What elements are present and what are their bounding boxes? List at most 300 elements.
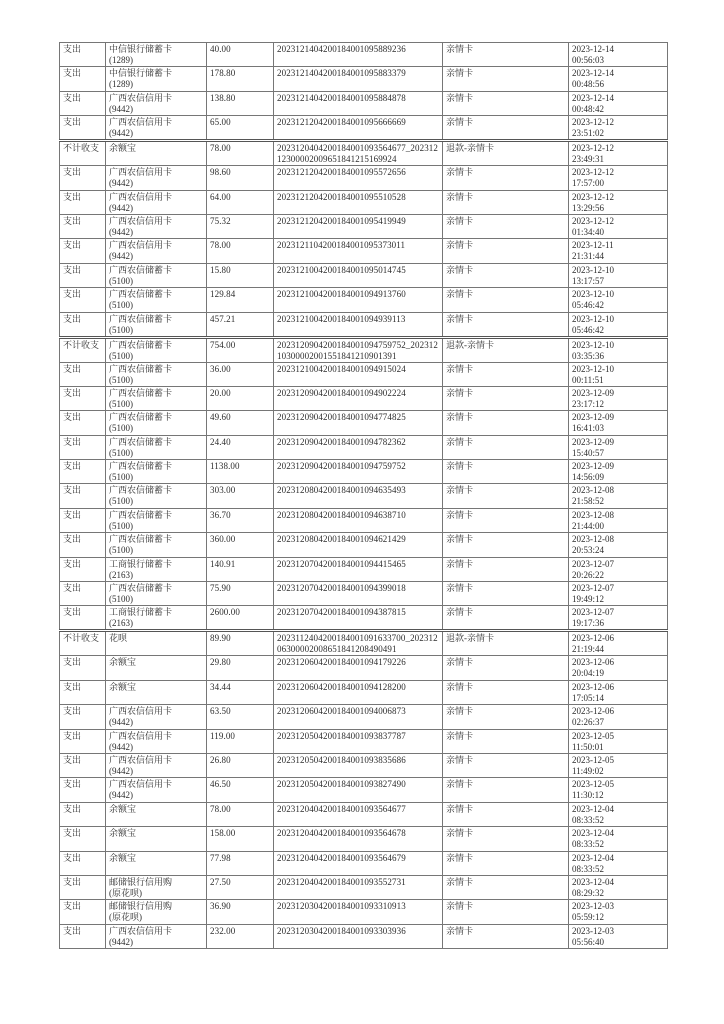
amount-cell: 36.70 bbox=[207, 508, 274, 532]
transaction-id-cell: 2023120804200184001094635493 bbox=[274, 484, 443, 508]
account-number: (5100) bbox=[109, 496, 133, 507]
amount-cell: 27.50 bbox=[207, 875, 274, 899]
type-cell: 支出 bbox=[60, 312, 106, 337]
account-cell bbox=[106, 460, 207, 484]
account-number: (9442) bbox=[109, 226, 133, 237]
amount-cell: 46.50 bbox=[207, 778, 274, 802]
date-text: 2023-12-08 bbox=[572, 534, 614, 545]
table-row bbox=[60, 116, 668, 141]
account-cell bbox=[106, 900, 207, 924]
account-name: 广西农信信用卡 bbox=[109, 779, 173, 790]
time-text: 15:40:57 bbox=[572, 447, 605, 458]
card-type-cell: 亲情卡 bbox=[443, 533, 569, 557]
time-text: 08:33:52 bbox=[572, 839, 605, 850]
card-type-cell: 亲情卡 bbox=[443, 362, 569, 386]
card-type-cell: 亲情卡 bbox=[443, 753, 569, 777]
type-cell: 支出 bbox=[60, 827, 106, 851]
account-cell bbox=[106, 337, 207, 362]
table-row bbox=[60, 557, 668, 581]
account-name: 中信银行储蓄卡 bbox=[109, 68, 173, 79]
account-cell bbox=[106, 606, 207, 631]
table-row bbox=[60, 875, 668, 899]
account-number: (5100) bbox=[109, 545, 133, 556]
account-name: 广西农信信用卡 bbox=[109, 754, 173, 765]
card-type-cell: 亲情卡 bbox=[443, 557, 569, 581]
account-name: 广西农信信用卡 bbox=[109, 706, 173, 717]
time-text: 17:05:14 bbox=[572, 692, 605, 703]
account-number: (5100) bbox=[109, 398, 133, 409]
account-name: 广西农信储蓄卡 bbox=[109, 363, 173, 374]
datetime-cell bbox=[569, 778, 668, 802]
account-name: 广西农信储蓄卡 bbox=[109, 583, 173, 594]
type-cell: 支出 bbox=[60, 656, 106, 680]
time-text: 00:11:51 bbox=[572, 374, 604, 385]
datetime-cell bbox=[569, 827, 668, 851]
transaction-id-cell: 2023120504200184001093835686 bbox=[274, 753, 443, 777]
table-row bbox=[60, 435, 668, 459]
account-cell bbox=[106, 753, 207, 777]
time-text: 19:17:36 bbox=[572, 618, 605, 629]
type-cell: 支出 bbox=[60, 778, 106, 802]
datetime-cell bbox=[569, 362, 668, 386]
date-text: 2023-12-06 bbox=[572, 681, 614, 692]
table-row bbox=[60, 214, 668, 238]
table-row bbox=[60, 631, 668, 656]
account-name: 广西农信信用卡 bbox=[109, 240, 173, 251]
account-cell bbox=[106, 288, 207, 312]
amount-cell: 360.00 bbox=[207, 533, 274, 557]
time-text: 11:49:02 bbox=[572, 765, 604, 776]
amount-cell: 158.00 bbox=[207, 827, 274, 851]
datetime-cell bbox=[569, 875, 668, 899]
account-cell: 余额宝 bbox=[106, 656, 207, 680]
account-name: 广西农信信用卡 bbox=[109, 117, 173, 128]
time-text: 05:59:12 bbox=[572, 912, 605, 923]
amount-cell: 75.32 bbox=[207, 214, 274, 238]
account-number: (5100) bbox=[109, 520, 133, 531]
table-row bbox=[60, 239, 668, 263]
date-text: 2023-12-05 bbox=[572, 730, 614, 741]
account-cell bbox=[106, 705, 207, 729]
table-row bbox=[60, 337, 668, 362]
account-number: (5100) bbox=[109, 423, 133, 434]
transactions-table-body bbox=[60, 43, 668, 949]
time-text: 23:51:02 bbox=[572, 128, 605, 139]
type-cell: 不计收支 bbox=[60, 141, 106, 166]
account-number: (5100) bbox=[109, 350, 133, 361]
type-cell: 支出 bbox=[60, 362, 106, 386]
amount-cell: 232.00 bbox=[207, 924, 274, 948]
card-type-cell: 亲情卡 bbox=[443, 851, 569, 875]
amount-cell: 119.00 bbox=[207, 729, 274, 753]
datetime-cell bbox=[569, 263, 668, 287]
amount-cell: 40.00 bbox=[207, 43, 274, 67]
amount-cell: 36.90 bbox=[207, 900, 274, 924]
date-text: 2023-12-08 bbox=[572, 485, 614, 496]
account-number: (5100) bbox=[109, 374, 133, 385]
account-number: (1289) bbox=[109, 55, 133, 65]
datetime-cell bbox=[569, 166, 668, 190]
type-cell: 支出 bbox=[60, 116, 106, 141]
date-text: 2023-12-10 bbox=[572, 313, 614, 324]
account-number: (1289) bbox=[109, 79, 133, 90]
amount-cell: 1138.00 bbox=[207, 460, 274, 484]
account-name: 广西农信储蓄卡 bbox=[109, 289, 173, 300]
card-type-cell: 亲情卡 bbox=[443, 656, 569, 680]
card-type-cell: 亲情卡 bbox=[443, 312, 569, 337]
transaction-id-cell: 2023120704200184001094387815 bbox=[274, 606, 443, 631]
date-text: 2023-12-09 bbox=[572, 461, 614, 472]
datetime-cell bbox=[569, 924, 668, 948]
account-number: (9442) bbox=[109, 936, 133, 947]
account-number: (9442) bbox=[109, 741, 133, 752]
time-text: 17:57:00 bbox=[572, 178, 605, 189]
datetime-cell bbox=[569, 141, 668, 166]
time-text: 20:26:22 bbox=[572, 569, 605, 580]
table-row bbox=[60, 753, 668, 777]
account-cell bbox=[106, 533, 207, 557]
time-text: 13:17:57 bbox=[572, 275, 605, 286]
type-cell: 支出 bbox=[60, 435, 106, 459]
account-cell bbox=[106, 924, 207, 948]
time-text: 11:30:12 bbox=[572, 790, 604, 801]
time-text: 20:53:24 bbox=[572, 545, 605, 556]
datetime-cell bbox=[569, 729, 668, 753]
datetime-cell bbox=[569, 656, 668, 680]
date-text: 2023-12-06 bbox=[572, 706, 614, 717]
account-number: (2163) bbox=[109, 618, 133, 629]
card-type-cell: 退款-亲情卡 bbox=[443, 141, 569, 166]
time-text: 11:50:01 bbox=[572, 741, 604, 752]
account-cell bbox=[106, 778, 207, 802]
type-cell: 支出 bbox=[60, 166, 106, 190]
datetime-cell bbox=[569, 43, 668, 67]
amount-cell: 15.80 bbox=[207, 263, 274, 287]
account-number: (9442) bbox=[109, 202, 133, 213]
date-text: 2023-12-09 bbox=[572, 436, 614, 447]
transaction-id-cell: 2023120604200184001094128200 bbox=[274, 680, 443, 704]
account-name: 工商银行储蓄卡 bbox=[109, 607, 173, 618]
type-cell: 支出 bbox=[60, 460, 106, 484]
type-cell: 不计收支 bbox=[60, 631, 106, 656]
type-cell: 支出 bbox=[60, 606, 106, 631]
type-cell: 支出 bbox=[60, 705, 106, 729]
time-text: 13:29:56 bbox=[572, 202, 605, 213]
transaction-id-cell: 2023120704200184001094415465 bbox=[274, 557, 443, 581]
account-cell bbox=[106, 557, 207, 581]
datetime-cell bbox=[569, 802, 668, 826]
time-text: 08:29:32 bbox=[572, 887, 605, 898]
transaction-id-cell: 2023120604200184001094006873 bbox=[274, 705, 443, 729]
table-row bbox=[60, 582, 668, 606]
transaction-id-cell: 2023121204200184001095510528 bbox=[274, 190, 443, 214]
datetime-cell bbox=[569, 460, 668, 484]
date-text: 2023-12-09 bbox=[572, 412, 614, 423]
type-cell: 支出 bbox=[60, 91, 106, 115]
date-text: 2023-12-05 bbox=[572, 754, 614, 765]
date-text: 2023-12-10 bbox=[572, 264, 614, 275]
account-number: (5100) bbox=[109, 275, 133, 286]
type-cell: 支出 bbox=[60, 239, 106, 263]
amount-cell: 64.00 bbox=[207, 190, 274, 214]
date-text: 2023-12-12 bbox=[572, 117, 614, 128]
date-text: 2023-12-07 bbox=[572, 607, 614, 618]
account-cell bbox=[106, 508, 207, 532]
amount-cell: 36.00 bbox=[207, 362, 274, 386]
transaction-id-cell: 2023120804200184001094621429 bbox=[274, 533, 443, 557]
transaction-id-cell: 2023121404200184001095889236 bbox=[274, 43, 443, 67]
time-text: 08:33:52 bbox=[572, 814, 605, 825]
account-number: (9442) bbox=[109, 251, 133, 262]
date-text: 2023-12-14 bbox=[572, 44, 614, 54]
account-cell bbox=[106, 875, 207, 899]
type-cell: 不计收支 bbox=[60, 337, 106, 362]
transaction-id-cell: 2023121004200184001094939113 bbox=[274, 312, 443, 337]
type-cell: 支出 bbox=[60, 386, 106, 410]
type-cell: 支出 bbox=[60, 582, 106, 606]
amount-cell: 78.00 bbox=[207, 239, 274, 263]
card-type-cell: 亲情卡 bbox=[443, 43, 569, 67]
table-row bbox=[60, 533, 668, 557]
card-type-cell: 亲情卡 bbox=[443, 263, 569, 287]
date-text: 2023-12-05 bbox=[572, 779, 614, 790]
amount-cell: 29.80 bbox=[207, 656, 274, 680]
account-number: (9442) bbox=[109, 103, 133, 114]
transaction-id-cell: 2023120904200184001094774825 bbox=[274, 411, 443, 435]
type-cell: 支出 bbox=[60, 484, 106, 508]
datetime-cell bbox=[569, 753, 668, 777]
card-type-cell: 亲情卡 bbox=[443, 778, 569, 802]
amount-cell: 77.98 bbox=[207, 851, 274, 875]
transaction-id-cell: 2023121004200184001094915024 bbox=[274, 362, 443, 386]
date-text: 2023-12-06 bbox=[572, 657, 614, 668]
transaction-id-cell: 2023120804200184001094638710 bbox=[274, 508, 443, 532]
type-cell: 支出 bbox=[60, 729, 106, 753]
transaction-id-cell: 2023120304200184001093310913 bbox=[274, 900, 443, 924]
transaction-id-cell: 2023121004200184001095014745 bbox=[274, 263, 443, 287]
card-type-cell: 亲情卡 bbox=[443, 924, 569, 948]
date-text: 2023-12-07 bbox=[572, 583, 614, 594]
table-row bbox=[60, 141, 668, 166]
card-type-cell: 亲情卡 bbox=[443, 116, 569, 141]
amount-cell: 2600.00 bbox=[207, 606, 274, 631]
time-text: 23:17:12 bbox=[572, 398, 605, 409]
time-text: 05:56:40 bbox=[572, 936, 605, 947]
amount-cell: 89.90 bbox=[207, 631, 274, 656]
card-type-cell: 亲情卡 bbox=[443, 460, 569, 484]
datetime-cell bbox=[569, 386, 668, 410]
datetime-cell bbox=[569, 214, 668, 238]
account-cell bbox=[106, 116, 207, 141]
transaction-id-cell: 2023121104200184001095373011 bbox=[274, 239, 443, 263]
account-name: 广西农信储蓄卡 bbox=[109, 313, 173, 324]
datetime-cell bbox=[569, 533, 668, 557]
account-number: (原花呗) bbox=[109, 912, 142, 923]
datetime-cell bbox=[569, 557, 668, 581]
table-row bbox=[60, 263, 668, 287]
account-number: (原花呗) bbox=[109, 887, 142, 898]
date-text: 2023-12-11 bbox=[572, 240, 614, 251]
table-row bbox=[60, 362, 668, 386]
account-cell bbox=[106, 386, 207, 410]
date-text: 2023-12-07 bbox=[572, 558, 614, 569]
card-type-cell: 亲情卡 bbox=[443, 827, 569, 851]
table-row bbox=[60, 484, 668, 508]
transaction-id-cell: 2023120504200184001093827490 bbox=[274, 778, 443, 802]
type-cell: 支出 bbox=[60, 851, 106, 875]
account-number: (5100) bbox=[109, 594, 133, 605]
amount-cell: 20.00 bbox=[207, 386, 274, 410]
datetime-cell bbox=[569, 337, 668, 362]
account-name: 广西农信信用卡 bbox=[109, 92, 173, 103]
time-text: 02:26:37 bbox=[572, 717, 605, 728]
account-number: (9442) bbox=[109, 178, 133, 189]
account-cell: 余额宝 bbox=[106, 680, 207, 704]
type-cell: 支出 bbox=[60, 508, 106, 532]
time-text: 05:46:42 bbox=[572, 324, 605, 335]
datetime-cell bbox=[569, 116, 668, 141]
amount-cell: 78.00 bbox=[207, 802, 274, 826]
account-number: (9442) bbox=[109, 790, 133, 801]
account-number: (2163) bbox=[109, 569, 133, 580]
table-row bbox=[60, 166, 668, 190]
datetime-cell bbox=[569, 411, 668, 435]
account-name: 广西农信信用卡 bbox=[109, 730, 173, 741]
transaction-id-cell: 2023112404200184001091633700_20231206300002008651841208490491 bbox=[274, 631, 443, 656]
datetime-cell bbox=[569, 435, 668, 459]
amount-cell: 138.80 bbox=[207, 91, 274, 115]
transaction-id-cell: 2023121404200184001095884878 bbox=[274, 91, 443, 115]
type-cell: 支出 bbox=[60, 533, 106, 557]
card-type-cell: 亲情卡 bbox=[443, 900, 569, 924]
card-type-cell: 亲情卡 bbox=[443, 214, 569, 238]
account-name: 广西农信信用卡 bbox=[109, 167, 173, 178]
card-type-cell: 亲情卡 bbox=[443, 802, 569, 826]
date-text: 2023-12-04 bbox=[572, 852, 614, 863]
type-cell: 支出 bbox=[60, 557, 106, 581]
card-type-cell: 亲情卡 bbox=[443, 705, 569, 729]
transaction-id-cell: 2023121204200184001095572656 bbox=[274, 166, 443, 190]
datetime-cell bbox=[569, 190, 668, 214]
datetime-cell bbox=[569, 288, 668, 312]
amount-cell: 24.40 bbox=[207, 435, 274, 459]
card-type-cell: 亲情卡 bbox=[443, 190, 569, 214]
amount-cell: 34.44 bbox=[207, 680, 274, 704]
account-cell bbox=[106, 67, 207, 91]
account-name: 广西农信储蓄卡 bbox=[109, 461, 173, 472]
table-row bbox=[60, 411, 668, 435]
account-cell: 花呗 bbox=[106, 631, 207, 656]
account-name: 广西农信储蓄卡 bbox=[109, 264, 173, 275]
date-text: 2023-12-12 bbox=[572, 143, 614, 154]
type-cell: 支出 bbox=[60, 900, 106, 924]
date-text: 2023-12-10 bbox=[572, 339, 614, 350]
card-type-cell: 亲情卡 bbox=[443, 239, 569, 263]
table-row bbox=[60, 656, 668, 680]
time-text: 20:04:19 bbox=[572, 668, 605, 679]
date-text: 2023-12-14 bbox=[572, 92, 614, 103]
card-type-cell: 亲情卡 bbox=[443, 386, 569, 410]
amount-cell: 457.21 bbox=[207, 312, 274, 337]
transaction-id-cell: 2023120304200184001093303936 bbox=[274, 924, 443, 948]
card-type-cell: 亲情卡 bbox=[443, 288, 569, 312]
time-text: 00:48:42 bbox=[572, 103, 605, 114]
transaction-id-cell: 2023121204200184001095666669 bbox=[274, 116, 443, 141]
account-cell bbox=[106, 582, 207, 606]
account-cell: 余额宝 bbox=[106, 802, 207, 826]
account-cell: 余额宝 bbox=[106, 141, 207, 166]
table-row bbox=[60, 386, 668, 410]
table-row bbox=[60, 190, 668, 214]
time-text: 21:44:00 bbox=[572, 520, 605, 531]
transaction-id-cell: 2023120404200184001093564677_20231212300002009651841215169924 bbox=[274, 141, 443, 166]
account-cell bbox=[106, 484, 207, 508]
amount-cell: 63.50 bbox=[207, 705, 274, 729]
date-text: 2023-12-12 bbox=[572, 215, 614, 226]
account-cell: 余额宝 bbox=[106, 851, 207, 875]
date-text: 2023-12-06 bbox=[572, 633, 614, 644]
transaction-id-cell: 2023120404200184001093564677 bbox=[274, 802, 443, 826]
time-text: 23:49:31 bbox=[572, 154, 605, 165]
type-cell: 支出 bbox=[60, 802, 106, 826]
datetime-cell bbox=[569, 91, 668, 115]
account-name: 广西农信储蓄卡 bbox=[109, 534, 173, 545]
transaction-id-cell: 2023120404200184001093552731 bbox=[274, 875, 443, 899]
transaction-id-cell: 2023121404200184001095883379 bbox=[274, 67, 443, 91]
table-row bbox=[60, 91, 668, 115]
table-row bbox=[60, 900, 668, 924]
card-type-cell: 亲情卡 bbox=[443, 166, 569, 190]
amount-cell: 75.90 bbox=[207, 582, 274, 606]
date-text: 2023-12-10 bbox=[572, 363, 614, 374]
card-type-cell: 亲情卡 bbox=[443, 680, 569, 704]
time-text: 21:31:44 bbox=[572, 251, 605, 262]
type-cell: 支出 bbox=[60, 924, 106, 948]
account-cell bbox=[106, 214, 207, 238]
time-text: 16:41:03 bbox=[572, 423, 605, 434]
date-text: 2023-12-04 bbox=[572, 803, 614, 814]
type-cell: 支出 bbox=[60, 411, 106, 435]
time-text: 03:35:36 bbox=[572, 350, 605, 361]
type-cell: 支出 bbox=[60, 214, 106, 238]
card-type-cell: 亲情卡 bbox=[443, 91, 569, 115]
type-cell: 支出 bbox=[60, 67, 106, 91]
datetime-cell bbox=[569, 67, 668, 91]
table-row bbox=[60, 924, 668, 948]
account-number: (5100) bbox=[109, 472, 133, 483]
card-type-cell: 亲情卡 bbox=[443, 729, 569, 753]
card-type-cell: 亲情卡 bbox=[443, 484, 569, 508]
amount-cell: 78.00 bbox=[207, 141, 274, 166]
account-cell bbox=[106, 362, 207, 386]
account-cell bbox=[106, 411, 207, 435]
account-name: 工商银行储蓄卡 bbox=[109, 558, 173, 569]
datetime-cell bbox=[569, 508, 668, 532]
account-name: 广西农信储蓄卡 bbox=[109, 436, 173, 447]
account-number: (9442) bbox=[109, 717, 133, 728]
type-cell: 支出 bbox=[60, 43, 106, 67]
date-text: 2023-12-04 bbox=[572, 876, 614, 887]
amount-cell: 303.00 bbox=[207, 484, 274, 508]
account-number: (9442) bbox=[109, 765, 133, 776]
time-text: 08:33:52 bbox=[572, 863, 605, 874]
account-name: 广西农信储蓄卡 bbox=[109, 387, 173, 398]
account-cell bbox=[106, 263, 207, 287]
account-name: 广西农信储蓄卡 bbox=[109, 412, 173, 423]
type-cell: 支出 bbox=[60, 680, 106, 704]
account-cell bbox=[106, 239, 207, 263]
table-row bbox=[60, 680, 668, 704]
